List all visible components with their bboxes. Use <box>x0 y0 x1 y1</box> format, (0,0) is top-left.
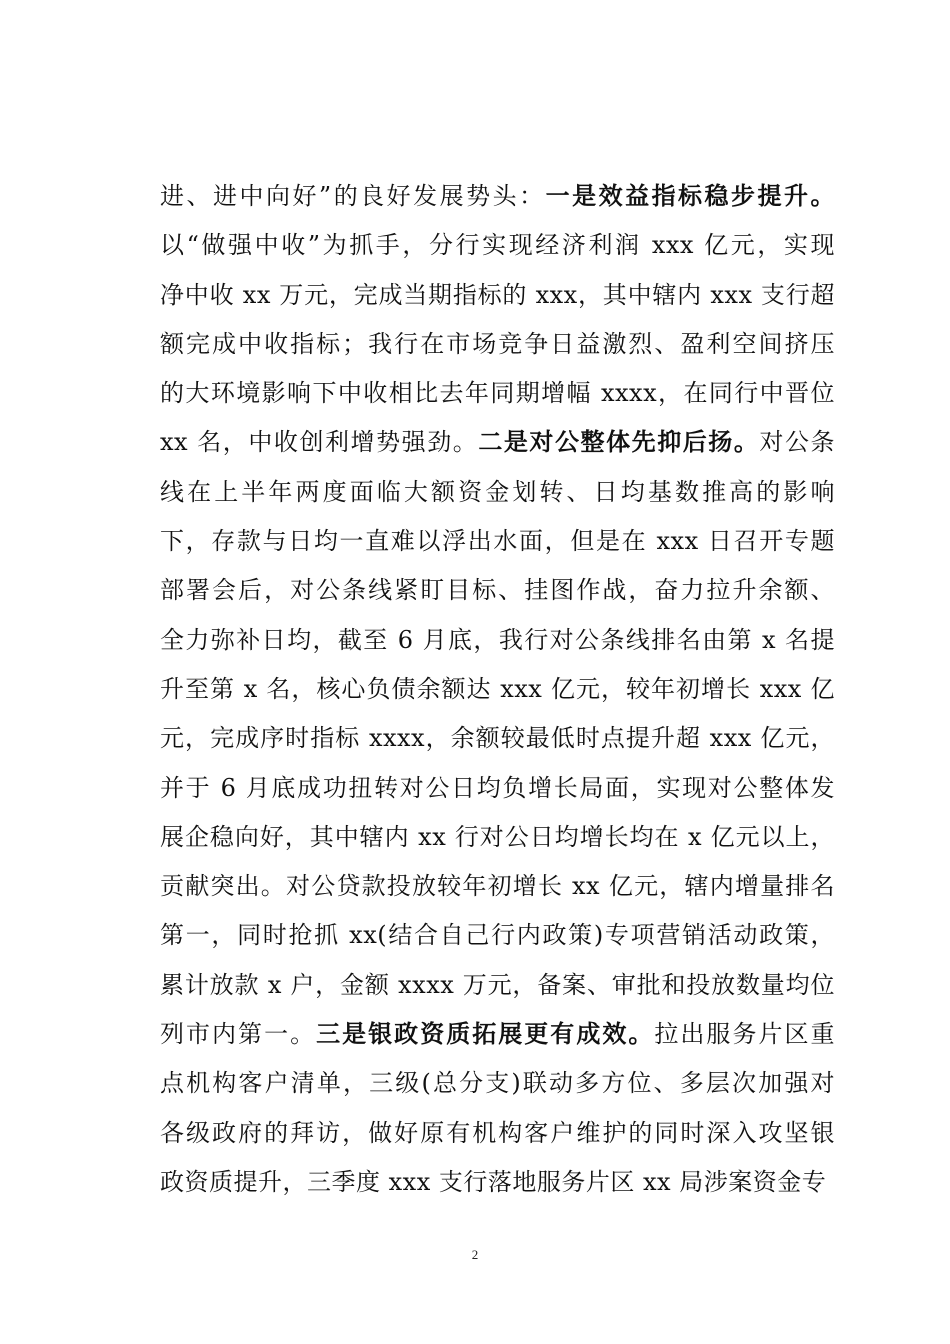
text-line <box>160 1109 835 1158</box>
text-segment: 额完成中收指标；我行在市场竞争日益激烈、盈利空间挤压 <box>160 329 835 358</box>
text-segment: 部署会后，对公条线紧盯目标、挂图作战，奋力拉升余额、 <box>160 576 835 605</box>
text-line <box>160 271 835 320</box>
text-line <box>160 813 835 862</box>
text-segment: 下，存款与日均一直难以浮出水面，但是在 xxx 日召开专题 <box>160 527 835 556</box>
text-segment: 贡献突出。对公贷款投放较年初增长 xx 亿元，辖内增量排名 <box>160 872 835 901</box>
text-segment: 各级政府的拜访，做好原有机构客户维护的同时深入攻坚银 <box>160 1118 835 1147</box>
text-segment: 展企稳向好，其中辖内 xx 行对公日均增长均在 x 亿元以上， <box>160 822 835 851</box>
text-segment: 列市内第一。 <box>160 1020 317 1049</box>
text-segment: 净中收 xx 万元，完成当期指标的 xxx，其中辖内 xxx 支行超 <box>160 280 835 309</box>
text-segment: 累计放款 x 户，金额 xxxx 万元，备案、审批和投放数量均位 <box>160 970 835 999</box>
body-paragraph <box>160 172 835 1207</box>
text-line <box>160 1010 835 1059</box>
text-segment: 拉出服务片区重 <box>654 1020 836 1049</box>
bold-heading-phrase: 一是效益指标稳步提升。 <box>545 182 835 210</box>
bold-heading-phrase: 三是银政资质拓展更有成效。 <box>316 1020 655 1049</box>
text-segment: 线在上半年两度面临大额资金划转、日均基数推高的影响 <box>160 477 835 506</box>
text-segment: 对公条 <box>759 428 836 457</box>
text-line <box>160 517 835 566</box>
text-segment: 以“做强中收”为抓手，分行实现经济利润 xxx 亿元，实现 <box>160 231 835 260</box>
text-segment: 点机构客户清单，三级(总分支)联动多方位、多层次加强对 <box>160 1069 835 1098</box>
text-line <box>160 468 835 517</box>
text-line <box>160 714 835 763</box>
text-line <box>160 665 835 714</box>
bold-heading-phrase: 二是对公整体先抑后扬。 <box>478 428 760 457</box>
text-segment: 政资质提升，三季度 xxx 支行落地服务片区 xx 局涉案资金专 <box>160 1167 827 1196</box>
text-line <box>160 911 835 960</box>
text-line <box>160 320 835 369</box>
text-line <box>160 418 835 467</box>
text-line <box>160 961 835 1010</box>
text-line <box>160 616 835 665</box>
text-line <box>160 1059 835 1108</box>
text-line <box>160 764 835 813</box>
text-line <box>160 566 835 615</box>
text-segment: 并于 6 月底成功扭转对公日均负增长局面，实现对公整体发 <box>160 773 835 802</box>
text-line <box>160 369 835 418</box>
text-segment: 元，完成序时指标 xxxx，余额较最低时点提升超 xxx 亿元， <box>160 724 835 753</box>
text-segment: 的大环境影响下中收相比去年同期增幅 xxxx，在同行中晋位 <box>160 379 835 408</box>
text-line <box>160 1158 835 1207</box>
text-segment: 第一，同时抢抓 xx(结合自己行内政策)专项营销活动政策， <box>160 921 835 950</box>
text-line <box>160 862 835 911</box>
text-segment: xx 名，中收创利增势强劲。 <box>160 428 479 457</box>
text-segment: 进、进中向好”的良好发展势头： <box>160 182 546 210</box>
text-line <box>160 172 835 221</box>
text-line <box>160 221 835 270</box>
text-segment: 升至第 x 名，核心负债余额达 xxx 亿元，较年初增长 xxx 亿 <box>160 674 835 703</box>
page-number: 2 <box>471 1247 479 1262</box>
text-segment: 全力弥补日均，截至 6 月底，我行对公条线排名由第 x 名提 <box>160 625 835 654</box>
